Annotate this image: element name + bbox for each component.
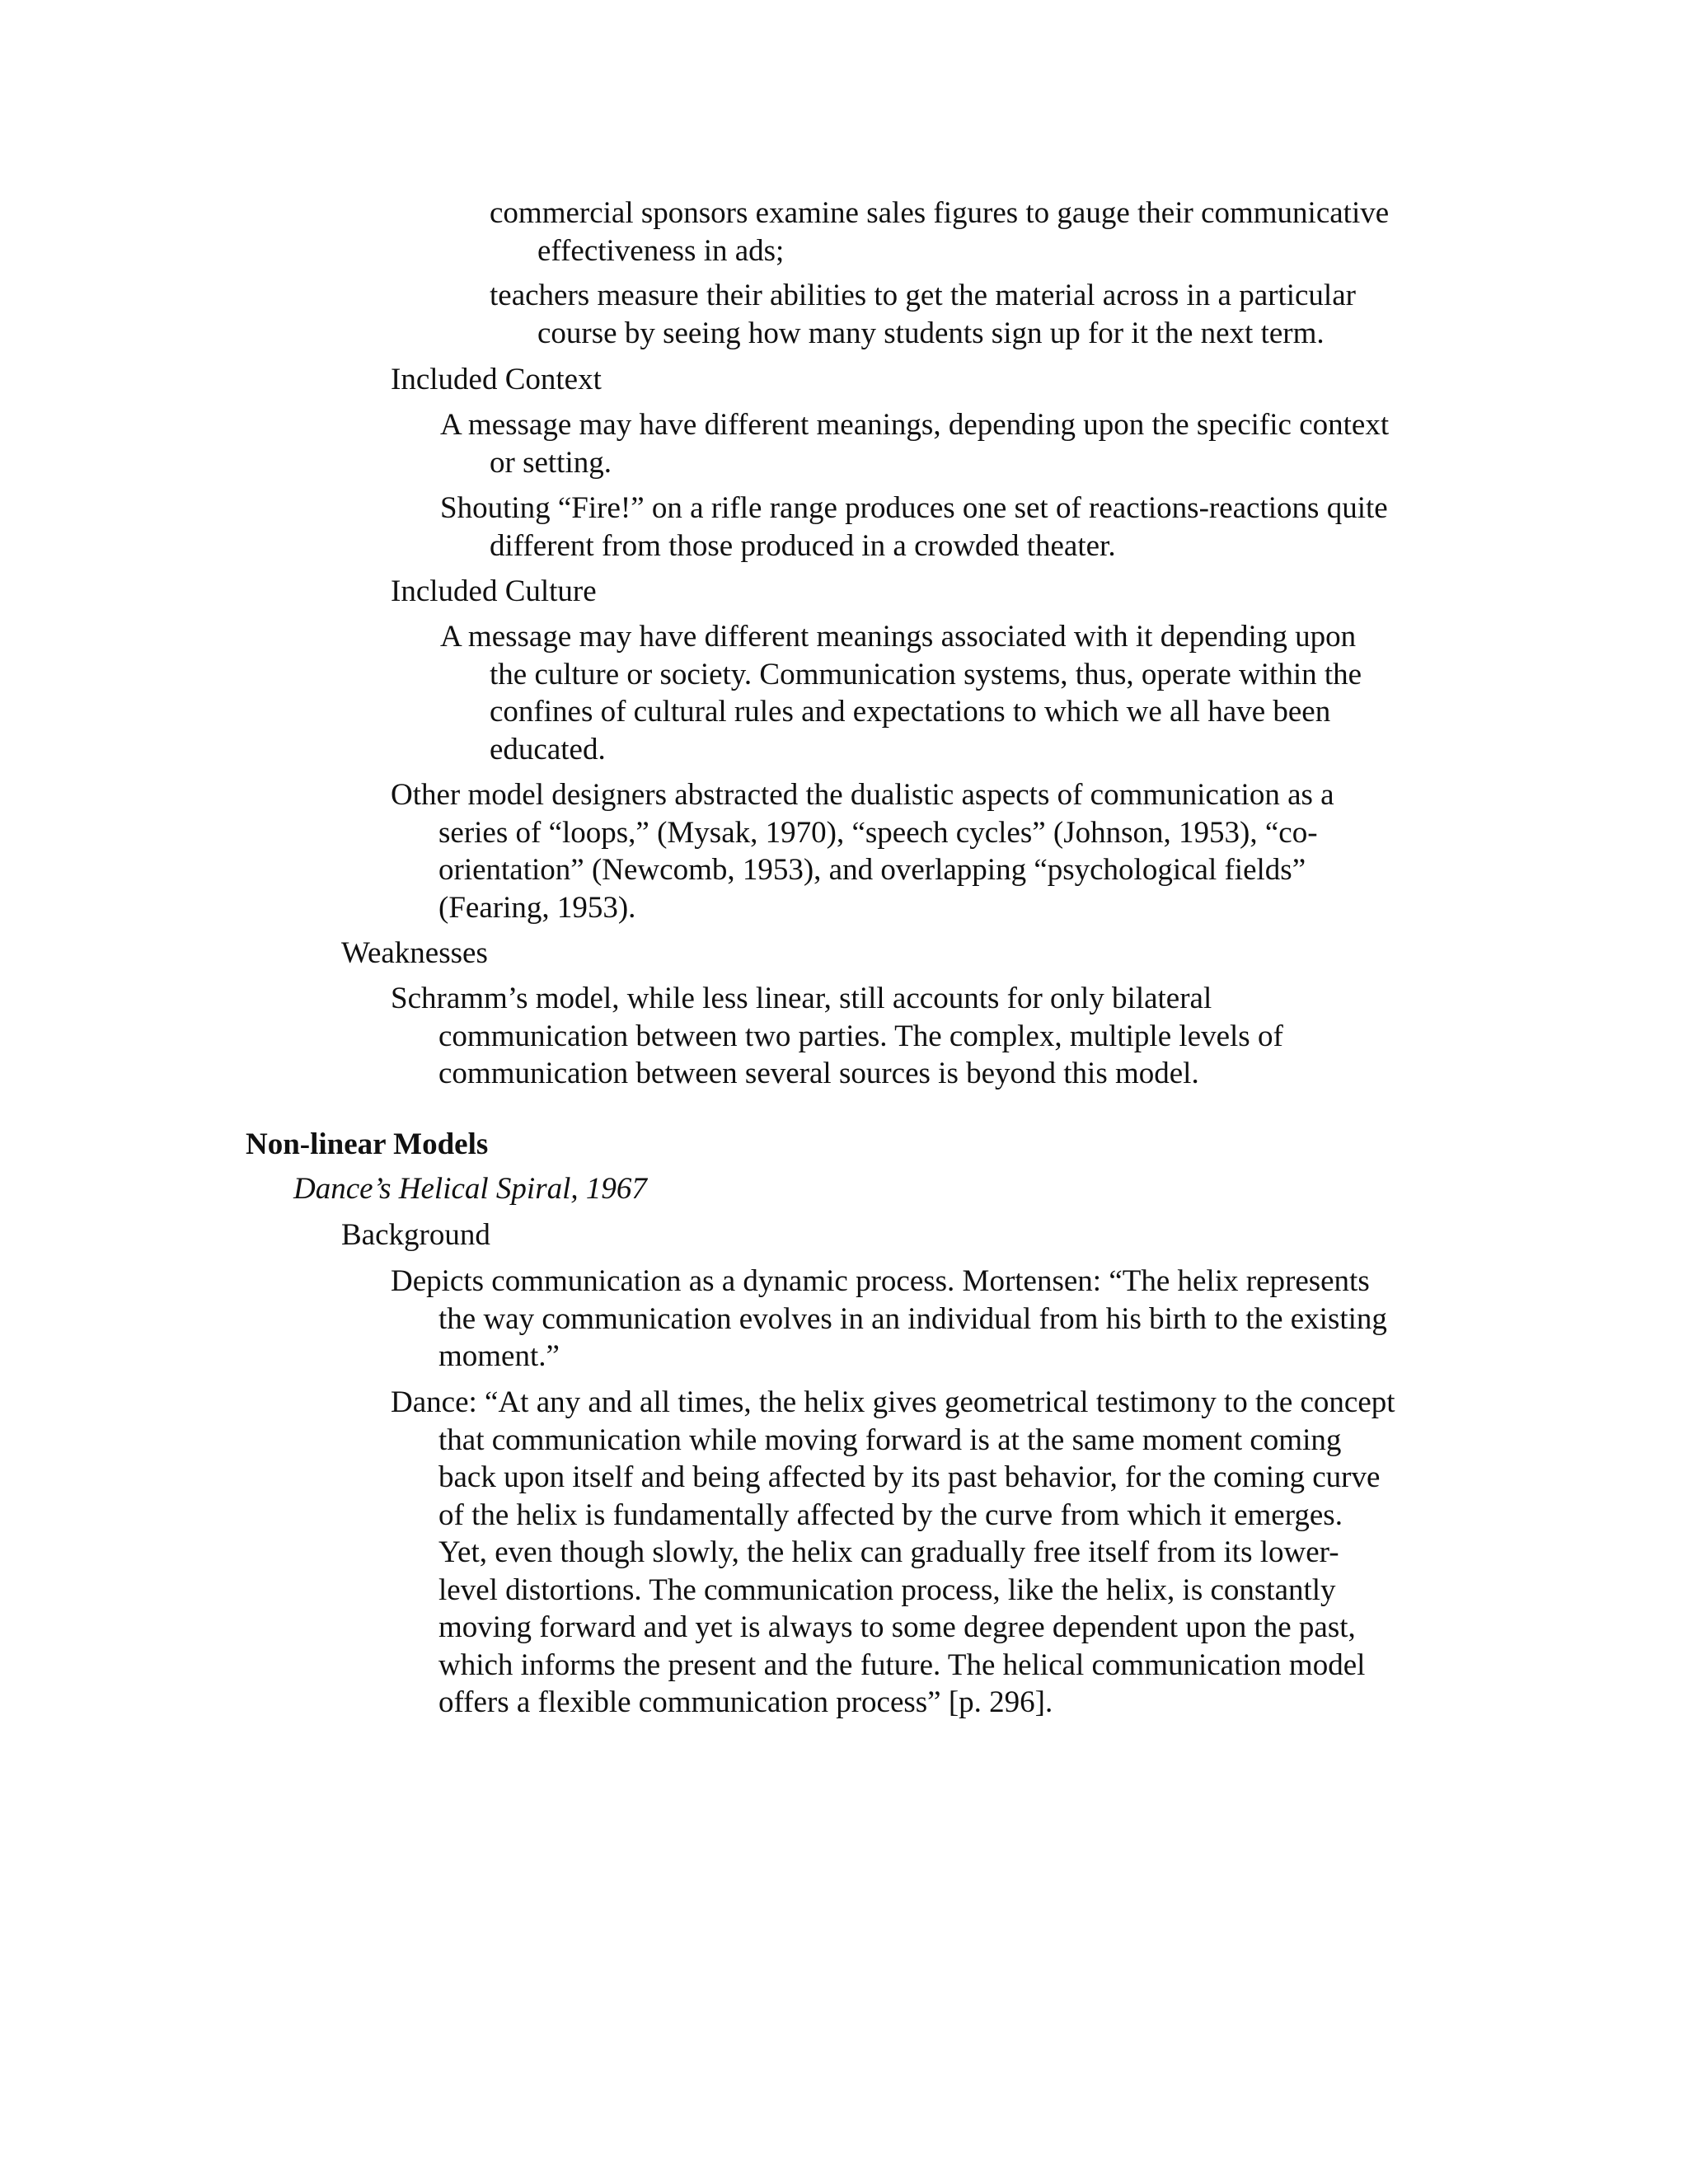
weaknesses-paragraph [391,980,1283,1093]
text-line: course by seeing how many students sign up for it the next term. [537,316,1325,350]
text-line: moment.” [438,1339,560,1373]
text-line: confines of cultural rules and expectations to which we all have been [490,695,1331,729]
text-line: level distortions. The communication process, like the helix, is constantly [438,1572,1336,1607]
text-line: different from those produced in a crowded theater. [490,528,1116,563]
text-line: of the helix is fundamentally affected by the curve from which it emerges. [438,1497,1343,1532]
text-line: offers a flexible communication process” [p. 296]. [438,1685,1053,1719]
text-line: that communication while moving forward is at the same moment coming [438,1422,1342,1457]
heading-text: Included Culture [391,574,597,608]
background-heading [341,1216,490,1254]
text-line: communication between two parties. The complex, multiple levels of [438,1019,1283,1053]
text-line: moving forward and yet is always to some degree dependent upon the past, [438,1610,1356,1644]
text-line: Yet, even though slowly, the helix can gradually free itself from its lower- [438,1535,1339,1569]
text-line: Other model designers abstracted the dualistic aspects of communication as a [391,778,1334,812]
heading-text: Weaknesses [341,936,488,970]
text-line: Schramm’s model, while less linear, still accounts for only bilateral [391,982,1212,1015]
text-line: the way communication evolves in an individual from his birth to the existing [438,1301,1387,1336]
background-paragraph-mortensen [391,1263,1387,1376]
background-paragraph-dance-quote [391,1384,1395,1722]
text-line: (Fearing, 1953). [438,890,636,925]
included-context-heading [391,361,602,399]
text-line: or setting. [490,445,612,480]
heading-text: Background [341,1218,490,1252]
list-item-teachers [490,277,1356,352]
text-line: the culture or society. Communication systems, thus, operate within the [490,657,1362,691]
text-line: orientation” (Newcomb, 1953), and overlapping “psychological fields” [438,853,1306,887]
text-line: effectiveness in ads; [537,233,785,268]
heading-text: Dance’s Helical Spiral, 1967 [293,1172,647,1206]
text-line: back upon itself and being affected by its past behavior, for the coming curve [438,1460,1381,1494]
text-line: series of “loops,” (Mysak, 1970), “speech cycles” (Johnson, 1953), “co- [438,815,1318,850]
heading-text: Included Context [391,363,602,396]
text-line: commercial sponsors examine sales figures to gauge their communicative [490,196,1390,230]
context-paragraph-fire-example [440,490,1388,565]
text-line: Depicts communication as a dynamic process. Mortensen: “The helix represents [391,1264,1370,1298]
other-models-paragraph [391,776,1334,926]
context-paragraph-meanings [440,406,1389,481]
list-item-commercial-sponsors [490,194,1389,269]
text-line: communication between several sources is beyond this model. [438,1057,1199,1090]
subheading-dance-helical-spiral [293,1170,647,1208]
text-line: educated. [490,732,606,766]
text-line: Shouting “Fire!” on a rifle range produces one set of reactions-reactions quite [440,491,1388,525]
included-culture-heading [391,573,597,611]
text-line: A message may have different meanings associated with it depending upon [440,620,1357,654]
weaknesses-heading [341,935,488,972]
text-line: A message may have different meanings, depending upon the specific context [440,408,1390,442]
text-line: Dance: “At any and all times, the helix gives geometrical testimony to the concept [391,1385,1395,1419]
section-heading-nonlinear-models [246,1126,488,1164]
text-line: teachers measure their abilities to get the material across in a particular [490,279,1356,312]
text-line: which informs the present and the future. The helical communication model [438,1647,1366,1682]
heading-text: Non-linear Models [246,1127,489,1161]
culture-paragraph [440,618,1362,768]
